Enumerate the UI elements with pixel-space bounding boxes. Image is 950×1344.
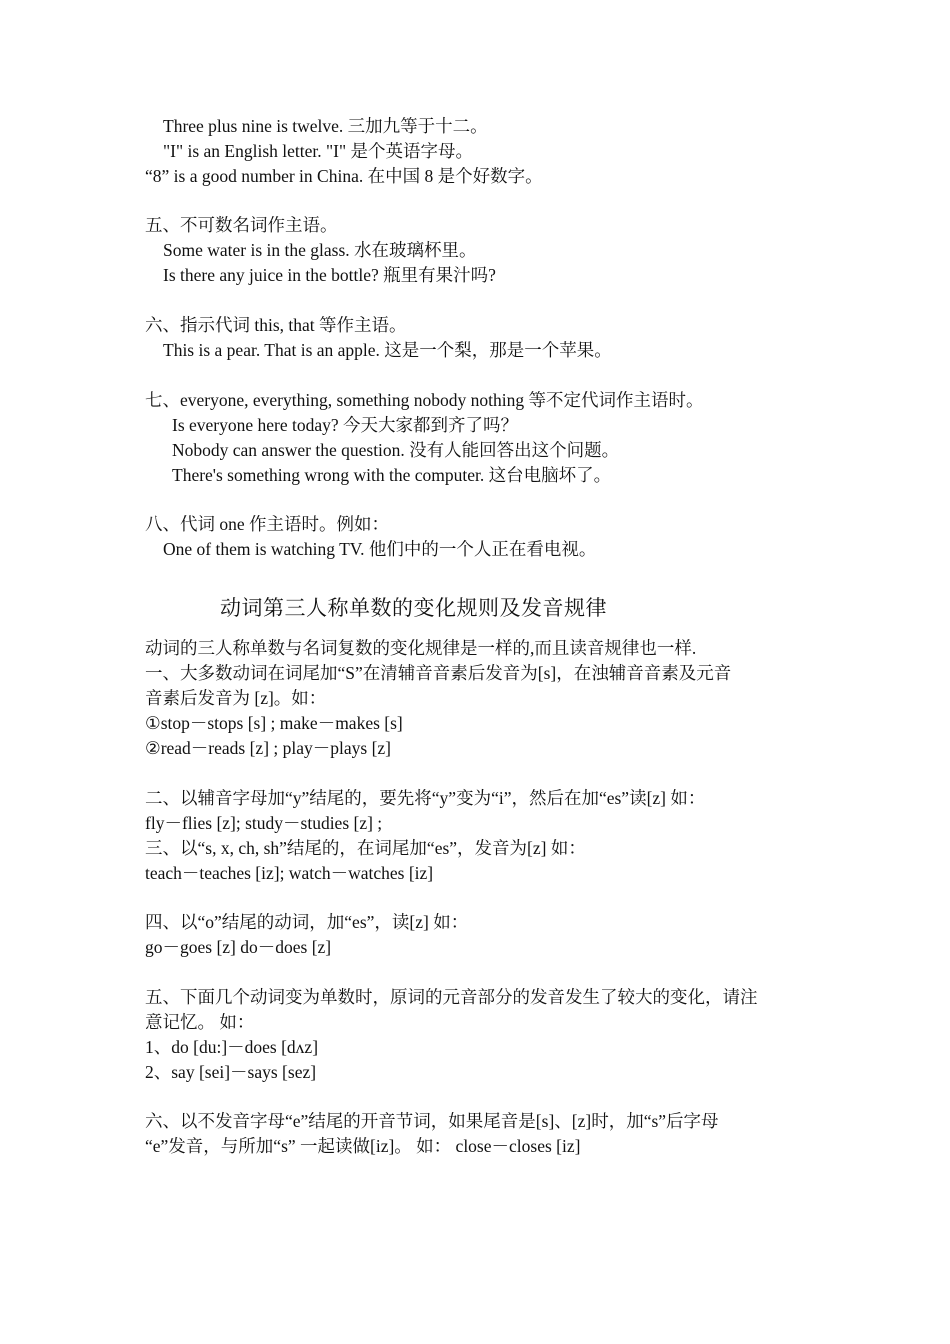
text-line: 1、do [du:]－does [dʌz] [145, 1037, 319, 1057]
section-title: 三、以“s, x, ch, sh”结尾的，在词尾加“es”，发音为[z] 如： [145, 838, 586, 858]
text-line: ②read－reads [z] ; play－plays [z] [145, 738, 391, 758]
section-title: 五、下面几个动词变为单数时，原词的元音部分的发音发生了较大的变化，请注 [145, 987, 758, 1007]
text-line: Three plus nine is twelve. 三加九等于十二。 [163, 116, 488, 136]
text-line: Is there any juice in the bottle? 瓶里有果汁吗? [163, 265, 496, 285]
text-line: "I" is an English letter. "I" 是个英语字母。 [163, 141, 474, 161]
text-line: This is a pear. That is an apple. 这是一个梨，那是一个苹果。 [163, 340, 612, 360]
section-title: 六、指示代词 this, that 等作主语。 [145, 315, 407, 335]
page-heading: 动词第三人称单数的变化规则及发音规律 [220, 596, 607, 620]
section-title: 一、大多数动词在词尾加“S”在清辅音音素后发音为[s]，在浊辅音音素及元音 [145, 663, 732, 683]
text-line: “8” is a good number in China. 在中国 8 是个好数字。 [145, 166, 543, 186]
text-line: One of them is watching TV. 他们中的一个人正在看电视。 [163, 539, 597, 559]
text-line: 意记忆。 如： [145, 1012, 255, 1032]
text-line: ①stop－stops [s] ; make－makes [s] [145, 713, 403, 733]
section-title: 六、以不发音字母“e”结尾的开音节词，如果尾音是[s]、[z]时，加“s”后字母 [145, 1111, 719, 1131]
text-line: 音素后发音为 [z]。如： [145, 688, 327, 708]
text-line: teach－teaches [iz]; watch－watches [iz] [145, 863, 434, 883]
text-line: go－goes [z] do－does [z] [145, 937, 332, 957]
section-title: 七、everyone, everything, something nobody nothing 等不定代词作主语时。 [145, 390, 704, 410]
section-title: 八、代词 one 作主语时。例如： [145, 514, 390, 534]
text-line: There's something wrong with the computer. 这台电脑坏了。 [172, 465, 612, 485]
text-line: “e”发音，与所加“s” 一起读做[iz]。 如： close－closes [iz] [145, 1136, 581, 1156]
text-line: 动词的三人称单数与名词复数的变化规律是一样的,而且读音规律也一样. [145, 638, 697, 658]
section-title: 五、不可数名词作主语。 [145, 215, 338, 235]
section-title: 四、以“o”结尾的动词，加“es”，读[z] 如： [145, 912, 469, 932]
text-line: 2、say [sei]－says [sez] [145, 1062, 317, 1082]
text-line: Nobody can answer the question. 没有人能回答出这个问题。 [172, 440, 620, 460]
section-title: 二、以辅音字母加“y”结尾的，要先将“y”变为“i”，然后在加“es”读[z] 如： [145, 788, 706, 808]
text-line: fly－flies [z]; study－studies [z] ; [145, 813, 383, 833]
text-line: Some water is in the glass. 水在玻璃杯里。 [163, 240, 477, 260]
text-line: Is everyone here today? 今天大家都到齐了吗？ [172, 415, 519, 435]
